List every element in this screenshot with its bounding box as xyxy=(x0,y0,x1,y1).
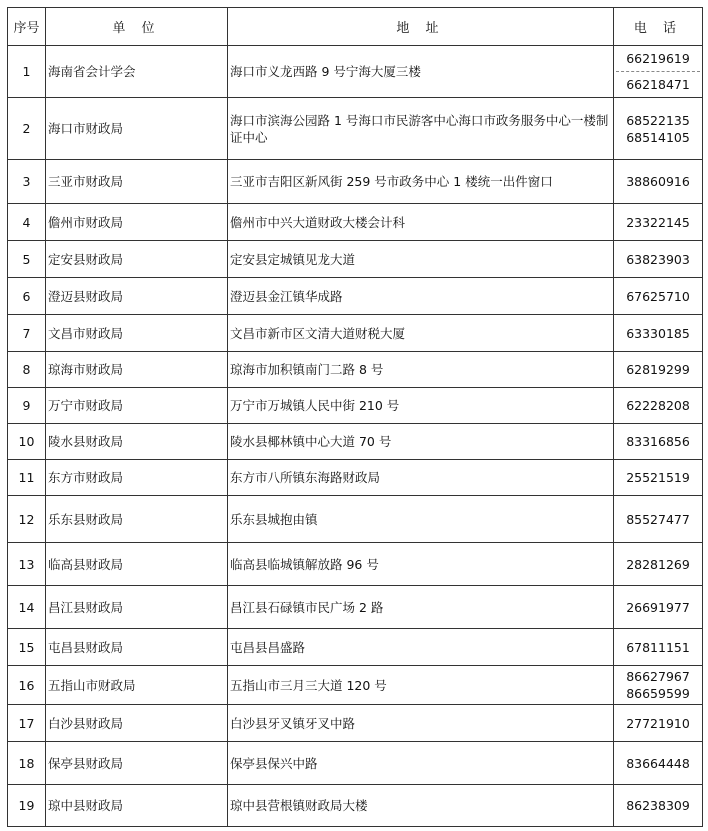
phone-number: 63823903 xyxy=(614,241,703,278)
header-unit: 单 位 xyxy=(46,8,228,46)
address: 琼海市加积镇南门二路 8 号 xyxy=(228,352,614,388)
row-number: 9 xyxy=(8,388,46,424)
phone-number: 27721910 xyxy=(614,705,703,742)
phone-number: 26691977 xyxy=(614,586,703,629)
address: 海口市滨海公园路 1 号海口市民游客中心海口市政务服务中心一楼制证中心 xyxy=(228,98,614,160)
phone-number: 28281269 xyxy=(614,543,703,586)
phone-number: 62819299 xyxy=(614,352,703,388)
phone-number: 68522135 xyxy=(626,112,690,128)
phone-number: 86659599 xyxy=(626,686,690,701)
address: 临高县临城镇解放路 96 号 xyxy=(228,543,614,586)
address: 白沙县牙叉镇牙叉中路 xyxy=(228,705,614,742)
phone-number: 67811151 xyxy=(614,629,703,666)
phone-number: 25521519 xyxy=(614,460,703,496)
address: 琼中县营根镇财政局大楼 xyxy=(228,785,614,827)
table-row xyxy=(8,424,703,460)
row-number: 8 xyxy=(8,352,46,388)
address: 保亭县保兴中路 xyxy=(228,742,614,785)
phone-number: 23322145 xyxy=(614,204,703,241)
unit-name: 万宁市财政局 xyxy=(46,388,228,424)
address: 陵水县椰林镇中心大道 70 号 xyxy=(228,424,614,460)
table-row xyxy=(8,543,703,586)
phone-number: 68514105 xyxy=(626,129,690,145)
unit-name: 屯昌县财政局 xyxy=(46,629,228,666)
phone-cell xyxy=(614,98,703,160)
row-number: 14 xyxy=(8,586,46,629)
table-row xyxy=(8,388,703,424)
address: 文昌市新市区文清大道财税大厦 xyxy=(228,315,614,352)
address: 儋州市中兴大道财政大楼会计科 xyxy=(228,204,614,241)
address: 东方市八所镇东海路财政局 xyxy=(228,460,614,496)
table-row xyxy=(8,160,703,204)
unit-name: 昌江县财政局 xyxy=(46,586,228,629)
row-number: 10 xyxy=(8,424,46,460)
table-row xyxy=(8,352,703,388)
unit-name: 五指山市财政局 xyxy=(46,666,228,705)
phone-number: 38860916 xyxy=(614,160,703,204)
row-number: 15 xyxy=(8,629,46,666)
row-number: 19 xyxy=(8,785,46,827)
unit-name: 三亚市财政局 xyxy=(46,160,228,204)
row-number: 3 xyxy=(8,160,46,204)
address: 五指山市三月三大道 120 号 xyxy=(228,666,614,705)
phone-number: 66218471 xyxy=(626,77,690,92)
contact-table xyxy=(7,7,703,827)
unit-name: 琼中县财政局 xyxy=(46,785,228,827)
row-number: 13 xyxy=(8,543,46,586)
phone-cell xyxy=(614,46,703,98)
address: 澄迈县金江镇华成路 xyxy=(228,278,614,315)
address: 海口市义龙西路 9 号宁海大厦三楼 xyxy=(228,46,614,98)
phone-cell xyxy=(614,666,703,705)
phone-number: 67625710 xyxy=(614,278,703,315)
row-number: 11 xyxy=(8,460,46,496)
unit-name: 保亭县财政局 xyxy=(46,742,228,785)
table-row xyxy=(8,742,703,785)
phone-number: 86627967 xyxy=(626,669,690,684)
row-number: 4 xyxy=(8,204,46,241)
table-row xyxy=(8,629,703,666)
table-row xyxy=(8,460,703,496)
table-row xyxy=(8,496,703,543)
row-number: 1 xyxy=(8,46,46,98)
address: 乐东县城抱由镇 xyxy=(228,496,614,543)
unit-name: 海口市财政局 xyxy=(46,98,228,160)
row-number: 6 xyxy=(8,278,46,315)
row-number: 2 xyxy=(8,98,46,160)
header-address: 地 址 xyxy=(228,8,614,46)
table-row xyxy=(8,204,703,241)
table-row xyxy=(8,315,703,352)
unit-name: 定安县财政局 xyxy=(46,241,228,278)
row-number: 12 xyxy=(8,496,46,543)
phone-number: 85527477 xyxy=(614,496,703,543)
unit-name: 文昌市财政局 xyxy=(46,315,228,352)
header-phone: 电 话 xyxy=(614,8,703,46)
phone-number: 83316856 xyxy=(614,424,703,460)
phone-number: 83664448 xyxy=(614,742,703,785)
table-row xyxy=(8,241,703,278)
table-row xyxy=(8,278,703,315)
table-row xyxy=(8,666,703,705)
row-number: 7 xyxy=(8,315,46,352)
unit-name: 乐东县财政局 xyxy=(46,496,228,543)
row-number: 17 xyxy=(8,705,46,742)
address: 万宁市万城镇人民中街 210 号 xyxy=(228,388,614,424)
address: 昌江县石碌镇市民广场 2 路 xyxy=(228,586,614,629)
row-number: 16 xyxy=(8,666,46,705)
table-row xyxy=(8,586,703,629)
table-row xyxy=(8,98,703,160)
table-row xyxy=(8,705,703,742)
phone-number: 63330185 xyxy=(614,315,703,352)
phone-number: 66219619 xyxy=(616,46,700,72)
unit-name: 陵水县财政局 xyxy=(46,424,228,460)
unit-name: 白沙县财政局 xyxy=(46,705,228,742)
unit-name: 海南省会计学会 xyxy=(46,46,228,98)
header-num: 序号 xyxy=(8,8,46,46)
address: 三亚市吉阳区新风街 259 号市政务中心 1 楼统一出件窗口 xyxy=(228,160,614,204)
address: 屯昌县昌盛路 xyxy=(228,629,614,666)
unit-name: 儋州市财政局 xyxy=(46,204,228,241)
address: 定安县定城镇见龙大道 xyxy=(228,241,614,278)
unit-name: 琼海市财政局 xyxy=(46,352,228,388)
unit-name: 东方市财政局 xyxy=(46,460,228,496)
row-number: 5 xyxy=(8,241,46,278)
row-number: 18 xyxy=(8,742,46,785)
table-row xyxy=(8,46,703,98)
unit-name: 临高县财政局 xyxy=(46,543,228,586)
table-row xyxy=(8,785,703,827)
phone-number: 62228208 xyxy=(614,388,703,424)
unit-name: 澄迈县财政局 xyxy=(46,278,228,315)
phone-number: 86238309 xyxy=(614,785,703,827)
header-row xyxy=(8,8,703,46)
